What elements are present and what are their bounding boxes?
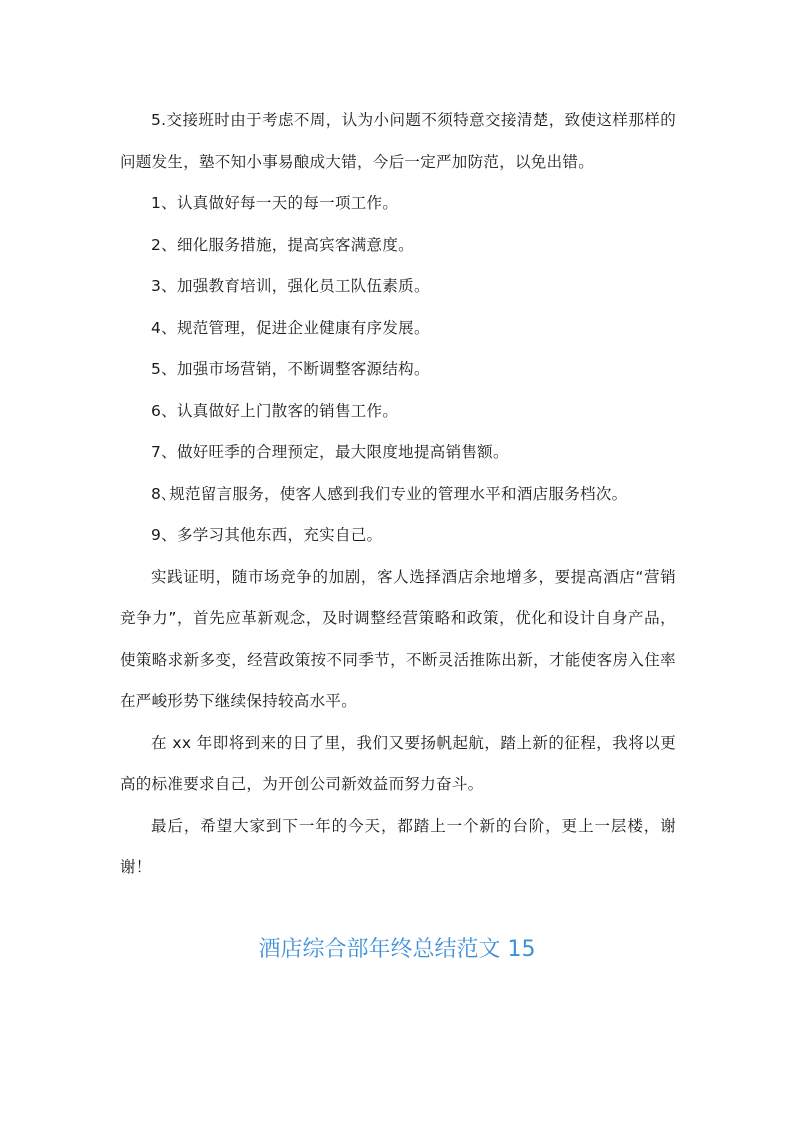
- list-item-6: 6、认真做好上门散客的销售工作。: [151, 401, 399, 420]
- list-item-2: 2、细化服务措施，提高宾客满意度。: [151, 235, 414, 254]
- paragraph-practice: 实践证明，随市场竞争的加剧，客人选择酒店余地增多，要提高酒店“营销竞争力”，首先应革新观念，及时调整经营策略和政策，优化和设计自身产品，使策略求新多变，经营政策按不同季节，不断灵活推陈出新，才能使客房入住率在严峻形势下继续保持较高水平。: [120, 567, 676, 710]
- list-item-3: 3、加强教育培训，强化员工队伍素质。: [151, 277, 430, 295]
- list-item-7: 7、做好旺季的合理预定，最大限度地提高销售额。: [151, 443, 509, 461]
- paragraph-handover-issue: 5.交接班时由于考虑不周，认为小问题不须特意交接清楚，致使这样那样的问题发生，塾不知小事易酿成大错，今后一定严加防范，以免出错。: [120, 111, 676, 171]
- list-item-5: 5、加强市场营销，不断调整客源结构。: [151, 360, 430, 378]
- list-item-8: 8､规范留言服务，使客人感到我们专业的管理水平和酒店服务档次。: [151, 484, 628, 503]
- list-item-9: 9、多学习其他东西，充实自己。: [151, 526, 383, 544]
- section-heading: 酒店综合部年终总结范文 15: [258, 937, 536, 962]
- list-item-1: 1、认真做好每一天的每一项工作。: [151, 194, 399, 212]
- list-item-4: 4、规范管理，促进企业健康有序发展。: [151, 318, 430, 337]
- document-body: [120, 100, 676, 889]
- paragraph-closing: 最后，希望大家到下一年的今天，都踏上一个新的台阶，更上一层楼，谢谢！: [120, 816, 676, 876]
- paragraph-new-year: 在 xx 年即将到来的日了里，我们又要扬帆起航，踏上新的征程，我将以更高的标准要求自己，为开创公司新效益而努力奋斗。: [120, 733, 676, 793]
